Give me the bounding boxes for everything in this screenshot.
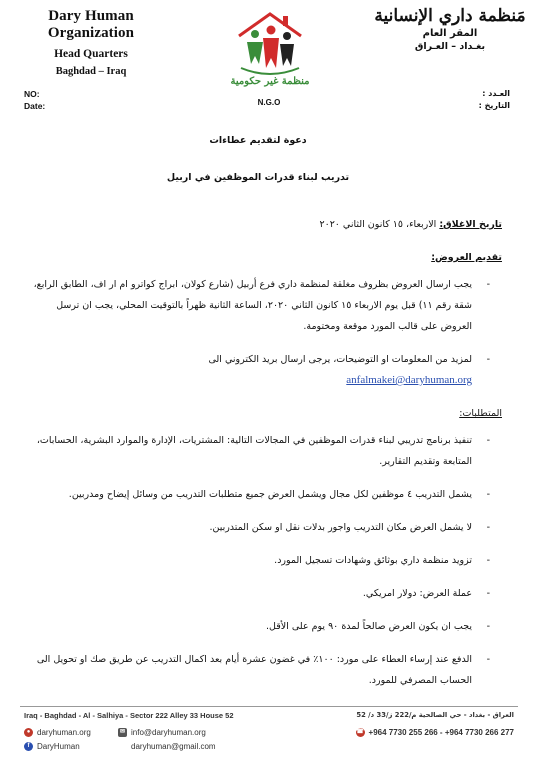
header-english-block — [6, 8, 176, 77]
reference-fields-ar — [479, 88, 510, 112]
footer-facebook — [24, 742, 80, 751]
mail-icon: ✉ — [119, 729, 126, 735]
globe-icon: ● — [24, 728, 33, 737]
footer-website-text[interactable]: daryhuman.org — [37, 728, 91, 737]
footer-email-1 — [118, 728, 206, 737]
letter-body — [24, 130, 502, 703]
bullet-dash-icon: - — [486, 555, 490, 566]
bullet-dash-icon: - — [486, 489, 490, 500]
org-name-en: Dary Human Organization — [47, 8, 135, 41]
bullet-dash-icon: - — [486, 279, 490, 290]
footer-email-2-text[interactable]: daryhuman@gmail.com — [131, 742, 216, 751]
list-item: - تزويد منظمة داري بوثائق وشهادات تسجيل المورد. — [24, 550, 502, 571]
logo-tagline-ar: منظمة غير حكومية — [230, 76, 310, 87]
facebook-icon: f — [24, 742, 33, 751]
bullet-dash-icon: - — [486, 435, 490, 446]
list-item: - يجب ارسال العروض بظروف مغلقة لمنظمة داري فرع أربيل (شارع كولان، ابراج كواترو ام ار اف، الطابق الرابع، شقة رقم ١١) قبل يوم الاربعاء ١٥ كانون الثاني ٢٠٢٠، الساعة الثانية ظهراً بالتوقيت المحلي، يجب ان ترسل العروض على قالب المورد موقعة ومختومة. — [24, 274, 502, 337]
ngo-label: N.G.O — [257, 98, 281, 107]
city-label-ar: بغـداد – العـراق — [414, 41, 486, 52]
bullet-dash-icon: - — [486, 654, 490, 665]
hq-label-ar: المقر العام — [422, 28, 478, 39]
number-label-ar: العـدد : — [482, 89, 510, 98]
list-item: - لا يشمل العرض مكان التدريب واجور بدلات نقل او سكن المتدربين. — [24, 517, 502, 538]
number-label: NO: — [24, 89, 40, 99]
closing-date-label: تاريخ الاغلاق: — [439, 219, 502, 230]
bullet-dash-icon: - — [486, 354, 490, 365]
requirements-list — [24, 430, 502, 691]
requirements-heading: المتطلبات: — [459, 408, 502, 419]
footer-divider — [20, 706, 518, 707]
footer-email-2 — [131, 742, 216, 751]
closing-date — [24, 214, 502, 235]
list-item: - لمزيد من المعلومات او التوضيحات، يرجى ارسال بريد الكتروني الى anfalmakei@daryhuman.org — [24, 349, 502, 391]
footer-address-en: Iraq - Baghdad - Al - Salhiya - Sector 222 Alley 33 House 52 — [24, 711, 234, 720]
date-label-ar: التاريخ : — [478, 101, 510, 110]
closing-date-value: الاربعاء، ١٥ كانون الثاني ٢٠٢٠ — [319, 219, 440, 230]
phone-icon: ☎ — [356, 729, 364, 735]
list-item: - يجب ان يكون العرض صالحاً لمدة ٩٠ يوم على الأقل. — [24, 616, 502, 637]
contact-email-link[interactable]: anfalmakei@daryhuman.org — [346, 374, 472, 386]
bullet-dash-icon: - — [486, 522, 490, 533]
org-name-ar: مَنظمة داري الإنسانية — [374, 6, 526, 26]
footer-website — [24, 728, 91, 737]
bullet-dash-icon: - — [486, 621, 490, 632]
document-title: دعوة لتقديم عطاءات — [209, 135, 307, 146]
list-item: - الدفع عند إرساء العطاء على مورد: ١٠٠٪ في غضون عشرة أيام بعد اكمال التدريب عن طريق صك او تحويل الى الحساب المصرفي للمورد. — [24, 649, 502, 691]
list-item: - يشمل التدريب ٤ موظفين لكل مجال ويشمل العرض جميع متطلبات التدريب من وسائل إيضاح ومدربين. — [24, 484, 502, 505]
footer-phones-text: +964 7730 255 266 - +964 7730 266 277 — [368, 728, 514, 737]
document-subtitle: تدريب لبناء قدرات الموظفين في اربيل — [166, 172, 350, 183]
footer-facebook-text[interactable]: DaryHuman — [37, 742, 80, 751]
city-label-en: Baghdad – Iraq — [55, 66, 127, 77]
bullet-dash-icon: - — [486, 588, 490, 599]
header-arabic-block — [370, 6, 530, 52]
footer-phones — [356, 728, 514, 737]
reference-fields-en — [24, 88, 45, 112]
list-item: - تنفيذ برنامج تدريبي لبناء قدرات الموظفين في المجالات التالية: المشتريات، الإدارة والموارد البشرية، الحسابات، المتابعة وتقديم التقارير. — [24, 430, 502, 472]
hq-label-en: Head Quarters — [54, 48, 128, 60]
submission-list — [24, 274, 502, 391]
footer-email-1-text[interactable]: info@daryhuman.org — [131, 728, 206, 737]
submission-heading: تقديم العروض: — [431, 252, 502, 263]
list-item: - عملة العرض: دولار امريكي. — [24, 583, 502, 604]
date-label: Date: — [24, 101, 46, 111]
dary-logo-icon — [225, 6, 315, 106]
footer-address-ar: العراق - بغداد - حي الصالحية م/222 ز/33 د/ 52 — [356, 711, 514, 719]
